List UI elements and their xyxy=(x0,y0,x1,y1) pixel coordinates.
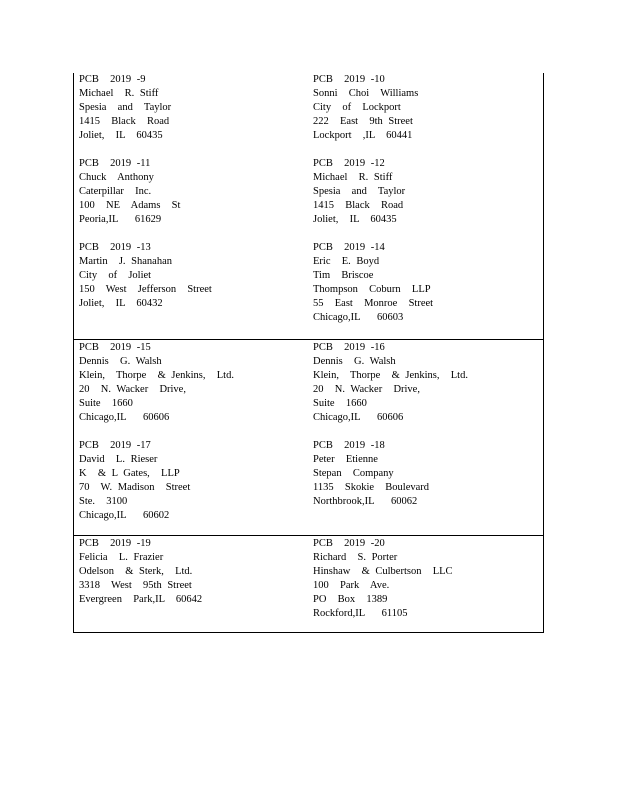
address-line: Dennis G. Walsh xyxy=(79,356,162,367)
table-row xyxy=(74,73,543,339)
address-line: Tim Briscoe xyxy=(313,270,374,281)
address-line: Hinshaw & Culbertson LLC xyxy=(313,566,453,577)
address-entry xyxy=(79,241,309,311)
address-line: 20 N. Wacker Drive, xyxy=(79,384,186,395)
address-line: Rockford,IL 61105 xyxy=(313,608,408,619)
service-list-table xyxy=(73,73,544,633)
case-number: PCB 2019 -18 xyxy=(313,440,385,451)
address-line: 55 East Monroe Street xyxy=(313,298,434,309)
address-line: 1415 Black Road xyxy=(313,200,404,211)
case-number: PCB 2019 -11 xyxy=(79,158,151,169)
address-line: Chicago,IL 60603 xyxy=(313,312,404,323)
address-line: Klein, Thorpe & Jenkins, Ltd. xyxy=(79,370,234,381)
address-line: Chicago,IL 60606 xyxy=(313,412,404,423)
address-line: PO Box 1389 xyxy=(313,594,388,605)
address-line: 1415 Black Road xyxy=(79,116,170,127)
address-line: Chicago,IL 60606 xyxy=(79,412,170,423)
address-entry xyxy=(79,439,309,523)
address-entry xyxy=(313,73,543,143)
case-number: PCB 2019 -10 xyxy=(313,74,385,85)
address-line: City of Joliet xyxy=(79,270,152,281)
address-line: K & L Gates, LLP xyxy=(79,468,180,479)
address-line: Joliet, IL 60432 xyxy=(79,298,163,309)
address-line: 20 N. Wacker Drive, xyxy=(313,384,420,395)
address-line: 1135 Skokie Boulevard xyxy=(313,482,430,493)
address-line: Chuck Anthony xyxy=(79,172,154,183)
address-line: 222 East 9th Street xyxy=(313,116,413,127)
address-line: Stepan Company xyxy=(313,468,394,479)
address-line: Evergreen Park,IL 60642 xyxy=(79,594,203,605)
address-line: Klein, Thorpe & Jenkins, Ltd. xyxy=(313,370,468,381)
address-entry xyxy=(313,341,543,425)
table-row xyxy=(74,535,543,632)
address-entry xyxy=(79,157,309,227)
address-cell-left xyxy=(79,341,309,537)
address-line: Suite 1660 xyxy=(79,398,133,409)
case-number: PCB 2019 -19 xyxy=(79,538,151,549)
address-entry xyxy=(313,241,543,325)
address-line: 100 NE Adams St xyxy=(79,200,181,211)
address-line: Richard S. Porter xyxy=(313,552,398,563)
address-line: David L. Rieser xyxy=(79,454,158,465)
address-cell-right xyxy=(313,73,543,339)
case-number: PCB 2019 -13 xyxy=(79,242,151,253)
address-line: City of Lockport xyxy=(313,102,401,113)
address-line: Spesia and Taylor xyxy=(313,186,406,197)
case-number: PCB 2019 -9 xyxy=(79,74,146,85)
case-number: PCB 2019 -12 xyxy=(313,158,385,169)
address-line: Joliet, IL 60435 xyxy=(79,130,163,141)
address-line: Suite 1660 xyxy=(313,398,367,409)
address-line: Peter Etienne xyxy=(313,454,378,465)
address-cell-left xyxy=(79,73,309,325)
address-line: 70 W. Madison Street xyxy=(79,482,191,493)
address-cell-right xyxy=(313,537,543,635)
address-entry xyxy=(79,537,309,607)
address-entry xyxy=(313,537,543,621)
address-line: 3318 West 95th Street xyxy=(79,580,192,591)
address-line: Chicago,IL 60602 xyxy=(79,510,170,521)
address-entry xyxy=(79,341,309,425)
address-line: Michael R. Stiff xyxy=(79,88,159,99)
case-number: PCB 2019 -15 xyxy=(79,342,151,353)
address-line: Odelson & Sterk, Ltd. xyxy=(79,566,193,577)
address-entry xyxy=(313,439,543,509)
address-line: 100 Park Ave. xyxy=(313,580,390,591)
address-line: Michael R. Stiff xyxy=(313,172,393,183)
address-line: Ste. 3100 xyxy=(79,496,128,507)
address-line: 150 West Jefferson Street xyxy=(79,284,212,295)
address-line: Spesia and Taylor xyxy=(79,102,172,113)
case-number: PCB 2019 -16 xyxy=(313,342,385,353)
address-line: Felicia L. Frazier xyxy=(79,552,164,563)
address-line: Dennis G. Walsh xyxy=(313,356,396,367)
address-entry xyxy=(79,73,309,143)
address-cell-right xyxy=(313,341,543,523)
address-line: Sonni Choi Williams xyxy=(313,88,419,99)
address-line: Caterpillar Inc. xyxy=(79,186,152,197)
address-line: Joliet, IL 60435 xyxy=(313,214,397,225)
address-line: Martin J. Shanahan xyxy=(79,256,172,267)
table-row xyxy=(74,339,543,535)
address-cell-left xyxy=(79,537,309,621)
address-line: Lockport ,IL 60441 xyxy=(313,130,413,141)
address-line: Peoria,IL 61629 xyxy=(79,214,162,225)
address-line: Eric E. Boyd xyxy=(313,256,380,267)
case-number: PCB 2019 -17 xyxy=(79,440,151,451)
case-number: PCB 2019 -14 xyxy=(313,242,385,253)
address-entry xyxy=(313,157,543,227)
case-number: PCB 2019 -20 xyxy=(313,538,385,549)
address-line: Northbrook,IL 60062 xyxy=(313,496,418,507)
address-line: Thompson Coburn LLP xyxy=(313,284,431,295)
